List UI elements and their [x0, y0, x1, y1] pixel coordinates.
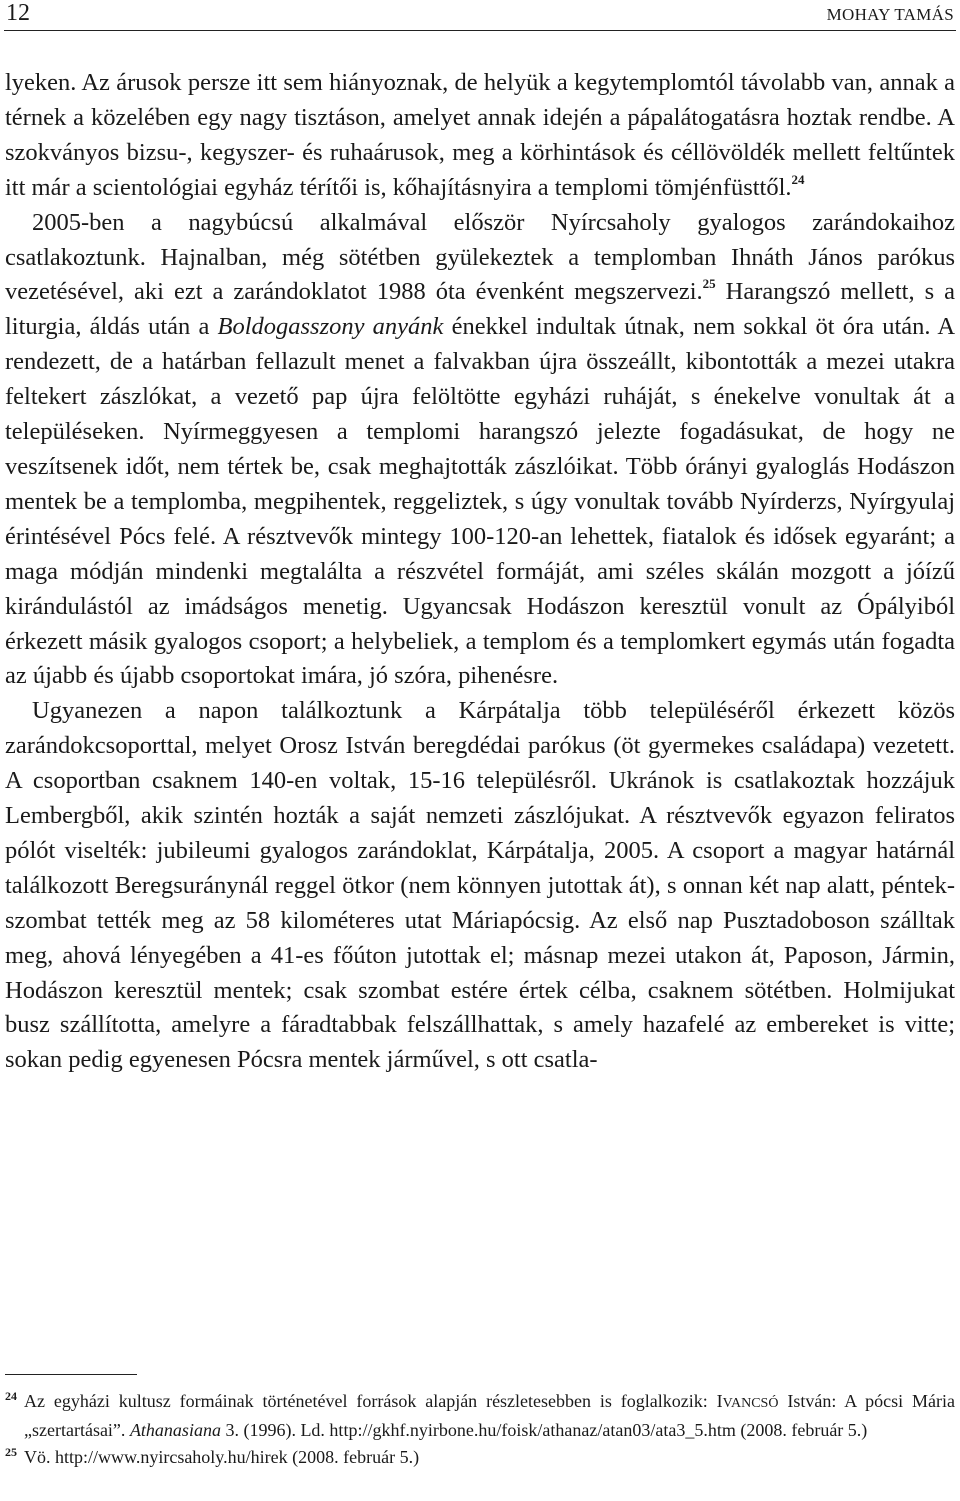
body-text	[5, 66, 955, 1078]
paragraph-2-text-a: 2005-ben a nagybúcsú alkalmával először Nyírcsaholy gyalogos zarándokaihoz csatlakoztunk. Hajnalban, még sötétben gyülekeztek a templomban Ihnáth János parókus vezetésével, aki ezt a zarándoklatot 1988 óta évenként megszervezi.	[5, 208, 955, 306]
author-smallcaps: VANCSÓ	[722, 1396, 779, 1411]
page-number: 12	[6, 0, 30, 26]
paragraph-3-text: Ugyanezen a napon találkoztunk a Kárpátalja több településéről érkezett közös zarándokcsoporttal, melyet Orosz István beregdédai parókus (öt gyermekes családapa) vezetett. A csoportban csaknem 140-en voltak, 15-16 településről. Ukránok is csatlakoztak hozzájuk Lembergből, akik szintén hozták a saját nemzeti zászlójukat. A résztvevők egyazon feliratos pólót viselték: jubileumi gyalogos zarándoklat, Kárpátalja, 2005. A csoport a magyar határnál találkozott Beregsuránynál reggel ötkor (nem könnyen jutottak át), s onnan két nap alatt, péntek-szombat tették meg az 58 kilométeres utat Máriapócsig. Az első nap Pusztadoboson szálltak meg, ahová lényegében a 41-es főúton jutottak el; másnap mezei utakon át, Paposon, Jármin, Hodászon keresztül mentek; csak szombat estére értek célba, csaknem sötétben. Holmijukat busz szállította, amelyre a fáradtabbak felszállhattak, s amely hazafelé az embereket is vitte; sokan pedig egyenesen Pócsra mentek járművel, s ott csatla-	[5, 697, 955, 1074]
paragraph-1	[5, 66, 955, 206]
footnote-divider	[5, 1374, 137, 1375]
footnote-mark: 24	[5, 1389, 17, 1403]
footnote-text: Vö. http://www.nyircsaholy.hu/hirek (2008. február 5.)	[24, 1447, 420, 1467]
footnote-ref-25: 25	[702, 276, 716, 292]
footnote-text-c: 3. (1996). Ld. http://gkhf.nyirbone.hu/foisk/athanaz/atan03/ata3_5.htm (2008. február 5.)	[220, 1420, 868, 1440]
paragraph-2	[5, 206, 955, 695]
footnote-mark: 25	[5, 1445, 17, 1459]
song-title: Boldogasszony anyánk	[217, 313, 444, 341]
footnote-ref-24: 24	[791, 171, 805, 187]
journal-title: Athanasiana	[129, 1420, 221, 1440]
running-title: MOHAY TAMÁS	[826, 5, 954, 24]
footnote-text-a: Az egyházi kultusz formáinak történetével források alapján részletesebben is foglalkozik: I	[24, 1391, 723, 1411]
paragraph-1-text: lyeken. Az árusok persze itt sem hiányoznak, de helyük a kegytemplomtól távolabb van, annak a térnek a közelében egy nagy tisztáson, amelyet annak idején a pápalátogatásra hoztak rendbe. A szokványos bizsu-, kegyszer- és ruhaárusok, meg a körhintások és céllövöldék mellett feltűntek itt már a scientológiai egyház térítői is, kőhajításnyira a templomi tömjénfüsttől.	[5, 69, 955, 201]
footnote-text-b: István: A pócsi Mária „szertartásai”.	[24, 1391, 955, 1440]
footnote-25	[5, 1444, 955, 1471]
footnote-24	[5, 1388, 955, 1444]
paragraph-3	[5, 694, 955, 1078]
paragraph-2-text-b: Harangszó mellett, s a liturgia, áldás után a	[5, 278, 955, 341]
footnotes	[5, 1388, 955, 1471]
paragraph-2-text-c: énekkel indultak útnak, nem sokkal öt óra után. A rendezett, de a határban fellazult menet a falvakban újra összeállt, kibontották a mezei utakra feltekert zászlókat, a vezető pap újra felöltötte egyházi ruháját, s énekelve vonultak át a településeken. Nyírmeggyesen a templomi harangszó jelezte fogadásukat, de hogy ne veszítsenek időt, nem tértek be, csak meghajtották zászlóikat. Több órányi gyaloglás Hodászon mentek be a templomba, megpihentek, reggeliztek, s úgy vonultak tovább Nyírderzs, Nyírgyulaj érintésével Pócs felé. A résztvevők mintegy 100-120-an lehettek, fiatalok és idősek egyaránt; a maga módján mindenki megtalálta a részvétel formáját, ami széles skálán mozgott a jóízű kirándulástól az imádságos menetig. Ugyancsak Hodászon keresztül vonult az Ópályiból érkezett másik gyalogos csoport; a helybeliek, a templom és a templomkert egymás után fogadta az újabb és újabb csoportokat imára, jó szóra, pihenésre.	[5, 313, 956, 690]
running-header	[4, 0, 956, 31]
